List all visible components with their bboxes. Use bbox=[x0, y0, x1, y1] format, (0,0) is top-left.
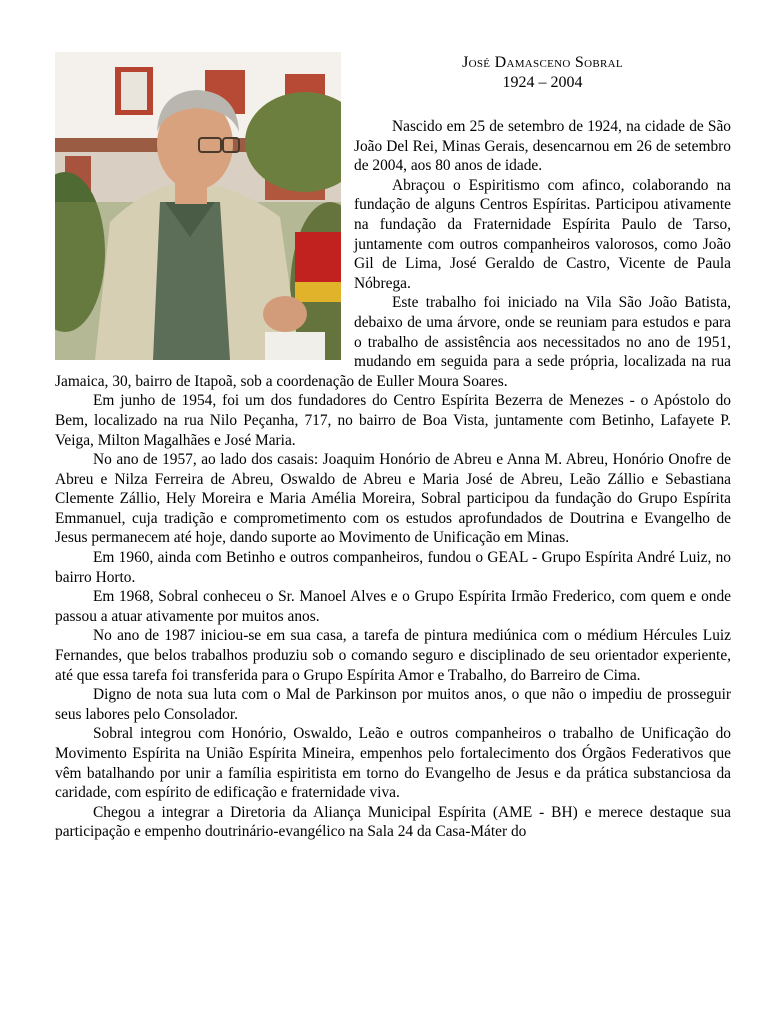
paragraph: Digno de nota sua luta com o Mal de Parkinson por muitos anos, o que não o impediu de prosseguir seus labores pelo Consolador. bbox=[55, 686, 731, 723]
paragraph: No ano de 1987 iniciou-se em sua casa, a tarefa de pintura mediúnica com o médium Hércules Luiz Fernandes, que belos trabalhos produziu sob o comando seguro e disciplinado de seu orientador experiente, até que essa tarefa foi transferida para o Grupo Espírita Amor e Trabalho, do Barreiro de Cima. bbox=[55, 627, 731, 684]
document-header bbox=[355, 53, 730, 93]
person-name: José Damasceno Sobral bbox=[462, 54, 623, 71]
photo-wrap-spacer bbox=[55, 117, 354, 367]
paragraph: Em 1968, Sobral conheceu o Sr. Manoel Alves e o Grupo Espírita Irmão Frederico, com quem e onde passou a atuar ativamente por muitos anos. bbox=[55, 588, 731, 625]
paragraph: Abraçou o Espiritismo com afinco, colaborando na fundação de alguns Centros Espíritas. Participou ativamente na fundação da Fraternidade Espírita Paulo de Tarso, juntamente com outros companheiros valorosos, como João Gil de Lima, José Geraldo de Castro, Vicente de Paula Nóbrega. bbox=[354, 176, 731, 292]
paragraph: Sobral integrou com Honório, Oswaldo, Leão e outros companheiros o trabalho de Unificação do Movimento Espírita na União Espírita Mineira, empenhos pelo fortalecimento dos Órgãos Federativos que vêm batalhando por unir a família espiritista em torno do Evangelho de Jesus e da prática substanciosa da caridade, com espírito de edificação e fraternidade viva. bbox=[55, 725, 731, 802]
paragraph: Chegou a integrar a Diretoria da Aliança Municipal Espírita (AME - BH) e merece destaque sua participação e empenho doutrinário-evangélico na Sala 24 da Casa-Máter do bbox=[55, 803, 731, 841]
life-years: 1924 – 2004 bbox=[502, 74, 583, 91]
paragraph: Em junho de 1954, foi um dos fundadores do Centro Espírita Bezerra de Menezes - o Apóstolo do Bem, localizado na rua Nilo Peçanha, 717, no bairro de Boa Vista, juntamente com Betinho, Lafayete P. Veiga, Milton Magalhães e José Maria. bbox=[55, 392, 731, 449]
paragraph: No ano de 1957, ao lado dos casais: Joaquim Honório de Abreu e Anna M. Abreu, Honório Onofre de Abreu e Nilza Ferreira de Abreu, Oswaldo de Abreu e Maria José de Abreu, Leão Zállio e Sebastiana Clemente Zállio, Hely Moreira e Maria Amélia Moreira, Sobral participou da fundação do Grupo Espírita Emmanuel, cuja tradição e comprometimento com os estudos aprofundados de Doutrina e Evangelho de Jesus permanecem até hoje, dando suporte ao Movimento de Unificação em Minas. bbox=[55, 451, 731, 547]
paragraph: Nascido em 25 de setembro de 1924, na cidade de São João Del Rei, Minas Gerais, desencarnou em 26 de setembro de 2004, aos 80 anos de idade. bbox=[354, 118, 731, 175]
paragraph: Em 1960, ainda com Betinho e outros companheiros, fundou o GEAL - Grupo Espírita André Luiz, no bairro Horto. bbox=[55, 549, 731, 586]
biography-text bbox=[55, 117, 731, 842]
paragraph: Este trabalho foi iniciado na Vila São João Batista, debaixo de uma árvore, onde se reuniam para estudos e para o trabalho de assistência aos necessitados no ano de 1951, mudando em seguida para a sede própria, localizada na rua Jamaica, 30, bairro de Itapoã, sob a coordenação de Euller Moura Soares. bbox=[55, 294, 731, 390]
